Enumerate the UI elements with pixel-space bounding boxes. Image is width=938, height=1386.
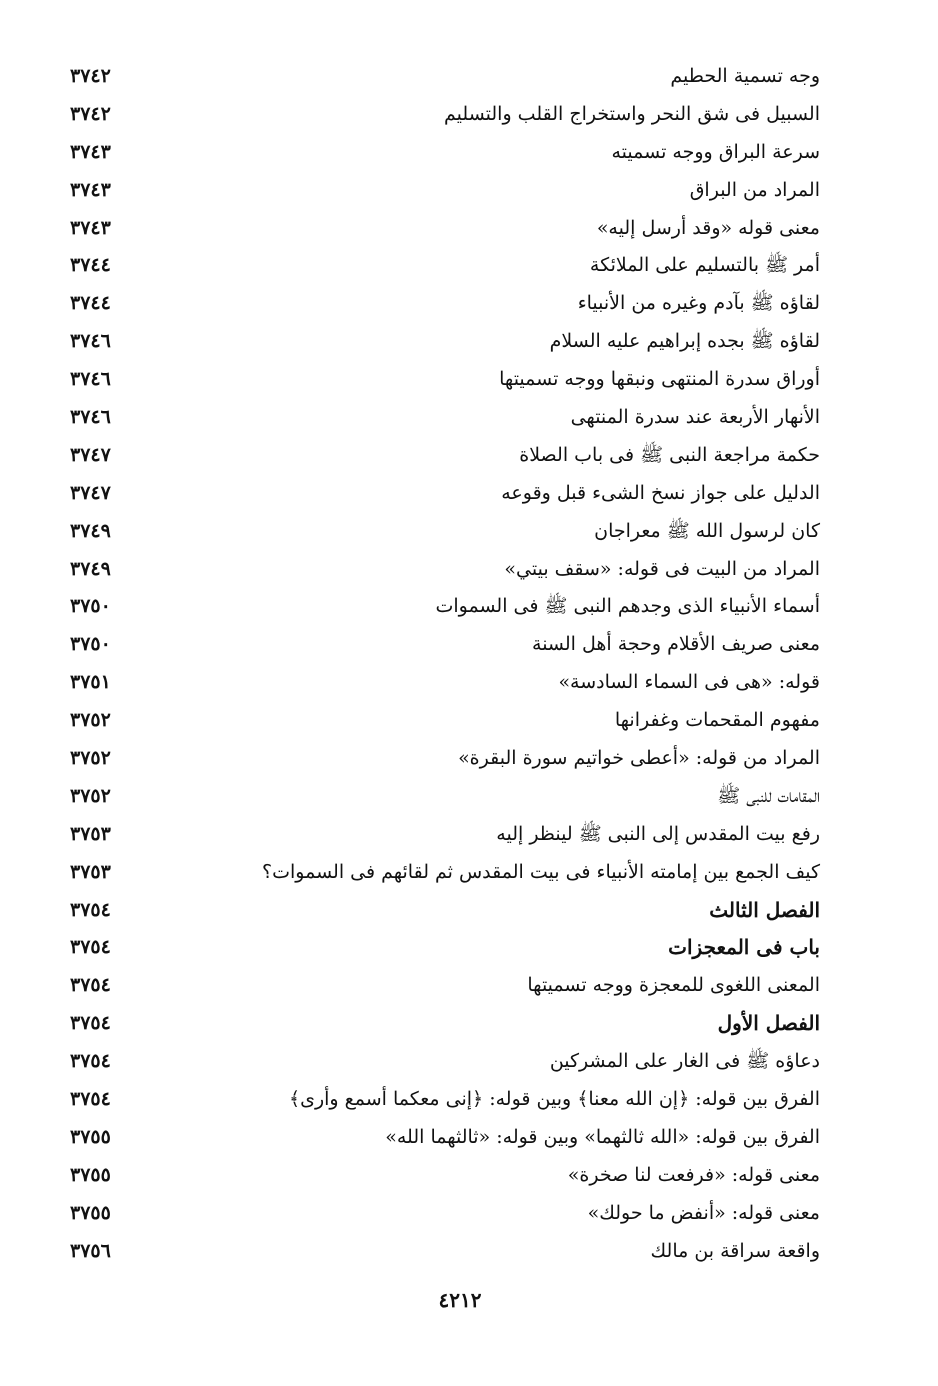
toc-entry xyxy=(60,1005,820,1043)
toc-entry xyxy=(60,664,820,702)
entry-page-number: ٣٧٥٣ xyxy=(70,822,111,845)
toc-entry xyxy=(60,361,820,399)
entry-page-number: ٣٧٤٦ xyxy=(70,406,111,429)
entry-title: السبيل فى شق النحر واستخراج القلب والتسليم xyxy=(444,102,820,125)
toc-entry xyxy=(60,96,820,134)
entry-page-number: ٣٧٥٠ xyxy=(70,633,111,656)
entry-title: أوراق سدرة المنتهى ونبقها ووجه تسميتها xyxy=(499,368,820,391)
entry-title: كيف الجمع بين إمامته الأنبياء فى بيت المقدس ثم لقائهم فى السموات؟ xyxy=(262,860,820,883)
toc-entry xyxy=(60,929,820,967)
entry-title: سرعة البراق ووجه تسميته xyxy=(611,140,820,163)
toc-entry xyxy=(60,967,820,1005)
toc-entry xyxy=(60,740,820,778)
entry-page-number: ٣٧٥٤ xyxy=(70,936,111,959)
entry-page-number: ٣٧٥٥ xyxy=(70,1163,111,1186)
entry-title: لقاؤه ﷺ بآدم وغيره من الأنبياء xyxy=(577,292,820,315)
toc-entry xyxy=(60,1081,820,1119)
toc-entry xyxy=(60,475,820,513)
toc-entry xyxy=(60,551,820,589)
entry-page-number: ٣٧٥٠ xyxy=(70,595,111,618)
toc-entry xyxy=(60,285,820,323)
toc-entry xyxy=(60,1233,820,1271)
toc-entry xyxy=(60,892,820,930)
toc-entry xyxy=(60,1119,820,1157)
entry-page-number: ٣٧٥٥ xyxy=(70,1201,111,1224)
entry-page-number: ٣٧٥٢ xyxy=(70,784,111,807)
entry-title: واقعة سراقة بن مالك xyxy=(650,1239,820,1262)
entry-title: حكمة مراجعة النبى ﷺ فى باب الصلاة xyxy=(519,443,820,466)
entry-page-number: ٣٧٥٤ xyxy=(70,898,111,921)
toc-entry xyxy=(60,702,820,740)
entry-page-number: ٣٧٥٢ xyxy=(70,747,111,770)
entry-title: معنى قوله: «فرفعت لنا صخرة» xyxy=(567,1163,820,1186)
entry-page-number: ٣٧٤٧ xyxy=(70,443,111,466)
entry-page-number: ٣٧٥٢ xyxy=(70,709,111,732)
entry-page-number: ٣٧٤٣ xyxy=(70,140,111,163)
entry-title: المقامات للنبى ﷺ xyxy=(717,784,820,807)
entry-title: المراد من البيت فى قوله: «سقف بيتي» xyxy=(504,557,820,580)
toc-entry xyxy=(60,854,820,892)
entry-title: لقاؤه ﷺ بجده إبراهيم عليه السلام xyxy=(549,330,820,353)
toc-entry xyxy=(60,816,820,854)
entry-page-number: ٣٧٤٩ xyxy=(70,519,111,542)
entry-title: أمر ﷺ بالتسليم على الملائكة xyxy=(589,254,820,277)
table-of-contents xyxy=(60,58,820,1271)
entry-title: معنى قوله: «أنفض ما حولك» xyxy=(587,1201,820,1224)
page-number: ٤٢١٢ xyxy=(438,1288,482,1312)
entry-page-number: ٣٧٥٤ xyxy=(70,1088,111,1111)
entry-title: قوله: «هى فى السماء السادسة» xyxy=(558,671,820,694)
section-heading: الفصل الثالث xyxy=(709,897,820,922)
entry-title: المعنى اللغوى للمعجزة ووجه تسميتها xyxy=(527,974,820,997)
entry-page-number: ٣٧٤٤ xyxy=(70,292,111,315)
toc-entry xyxy=(60,1195,820,1233)
entry-title: دعاؤه ﷺ فى الغار على المشركين xyxy=(549,1050,820,1073)
entry-title: الدليل على جواز نسخ الشىء قبل وقوعه xyxy=(501,481,820,504)
entry-title: أسماء الأنبياء الذى وجدهم النبى ﷺ فى السموات xyxy=(435,595,820,618)
entry-title: وجه تسمية الحطيم xyxy=(670,65,820,87)
entry-page-number: ٣٧٥٤ xyxy=(70,1050,111,1073)
entry-page-number: ٣٧٤٧ xyxy=(70,481,111,504)
toc-entry xyxy=(60,1157,820,1195)
entry-title: المراد من قوله: «أعطى خواتيم سورة البقرة» xyxy=(458,747,820,770)
entry-page-number: ٣٧٤٦ xyxy=(70,330,111,353)
entry-page-number: ٣٧٥١ xyxy=(70,671,111,694)
entry-page-number: ٣٧٤٣ xyxy=(70,216,111,239)
section-heading: باب فى المعجزات xyxy=(668,935,820,960)
entry-title: رفع بيت المقدس إلى النبى ﷺ لينظر إليه xyxy=(496,822,820,845)
entry-page-number: ٣٧٥٥ xyxy=(70,1125,111,1148)
entry-title: الأنهار الأربعة عند سدرة المنتهى xyxy=(570,406,820,429)
toc-entry xyxy=(60,323,820,361)
toc-entry xyxy=(60,58,820,96)
toc-entry xyxy=(60,626,820,664)
entry-page-number: ٣٧٤٢ xyxy=(70,65,111,87)
entry-page-number: ٣٧٤٦ xyxy=(70,368,111,391)
toc-entry xyxy=(60,513,820,551)
entry-title: معنى قوله «وقد أرسل إليه» xyxy=(596,216,820,239)
toc-entry xyxy=(60,778,820,816)
entry-page-number: ٣٧٥٤ xyxy=(70,974,111,997)
entry-title: الفرق بين قوله: ﴿إن الله معنا﴾ وبين قوله: ﴿إنى معكما أسمع وأرى﴾ xyxy=(288,1088,820,1111)
entry-page-number: ٣٧٤٢ xyxy=(70,102,111,125)
entry-page-number: ٣٧٥٣ xyxy=(70,860,111,883)
toc-entry xyxy=(60,210,820,248)
entry-title: كان لرسول الله ﷺ معراجان xyxy=(594,519,820,542)
toc-entry xyxy=(60,588,820,626)
entry-page-number: ٣٧٤٩ xyxy=(70,557,111,580)
entry-title: معنى صريف الأقلام وحجة أهل السنة xyxy=(532,633,820,656)
entry-title: مفهوم المقحمات وغفرانها xyxy=(614,709,820,732)
toc-entry xyxy=(60,437,820,475)
section-heading: الفصل الأول xyxy=(717,1011,820,1036)
entry-title: الفرق بين قوله: «الله ثالثهما» وبين قوله: «ثالثهما الله» xyxy=(385,1125,820,1148)
toc-entry xyxy=(60,399,820,437)
entry-page-number: ٣٧٥٤ xyxy=(70,1012,111,1035)
toc-entry xyxy=(60,134,820,172)
entry-title: المراد من البراق xyxy=(689,178,820,201)
entry-page-number: ٣٧٤٤ xyxy=(70,254,111,277)
entry-page-number: ٣٧٥٦ xyxy=(70,1239,111,1262)
entry-page-number: ٣٧٤٣ xyxy=(70,178,111,201)
toc-entry xyxy=(60,247,820,285)
toc-entry xyxy=(60,1043,820,1081)
toc-entry xyxy=(60,172,820,210)
